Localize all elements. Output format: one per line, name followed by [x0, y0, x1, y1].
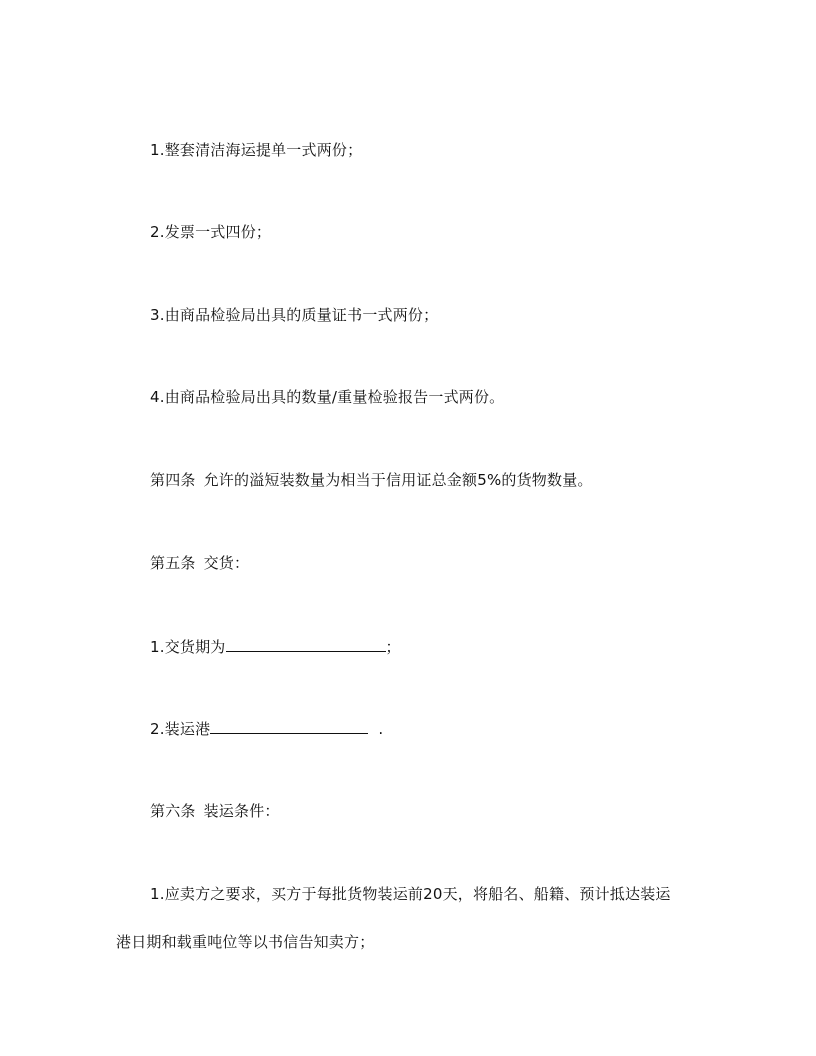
- doc-list-item-4: 4.由商品检验局出具的数量/重量检验报告一式两份。: [150, 388, 505, 406]
- loading-port-label: 2.装运港: [150, 720, 211, 738]
- delivery-period-line: [150, 636, 401, 657]
- delivery-period-end: ；: [385, 638, 401, 656]
- doc-list-item-2: 2.发票一式四份；: [150, 223, 272, 241]
- doc-list-item-1: 1.整套清洁海运提单一式两份；: [150, 141, 363, 159]
- article-4: [150, 470, 593, 490]
- article-6-text: 装运条件：: [203, 802, 280, 820]
- article-6: [150, 801, 280, 821]
- loading-port-end: .: [378, 720, 384, 738]
- loading-port-line: [150, 718, 383, 739]
- doc-list-item-3: 3.由商品检验局出具的质量证书一式两份；: [150, 306, 439, 324]
- article-4-heading: 第四条: [150, 471, 196, 489]
- loading-port-blank: [210, 718, 368, 734]
- delivery-period-blank: [226, 636, 386, 652]
- article-5: [150, 553, 249, 573]
- article-5-heading: 第五条: [150, 554, 196, 572]
- shipping-notice-line-1: 1.应卖方之要求，买方于每批货物装运前20天，将船名、船籍、预计抵达装运: [150, 885, 671, 903]
- article-4-text: 允许的溢短装数量为相当于信用证总金额5%的货物数量。: [203, 471, 593, 489]
- shipping-notice-line-2: 港日期和载重吨位等以书信告知卖方；: [116, 933, 375, 951]
- delivery-period-label: 1.交货期为: [150, 638, 226, 656]
- article-5-text: 交货：: [203, 554, 250, 572]
- article-6-heading: 第六条: [150, 802, 196, 820]
